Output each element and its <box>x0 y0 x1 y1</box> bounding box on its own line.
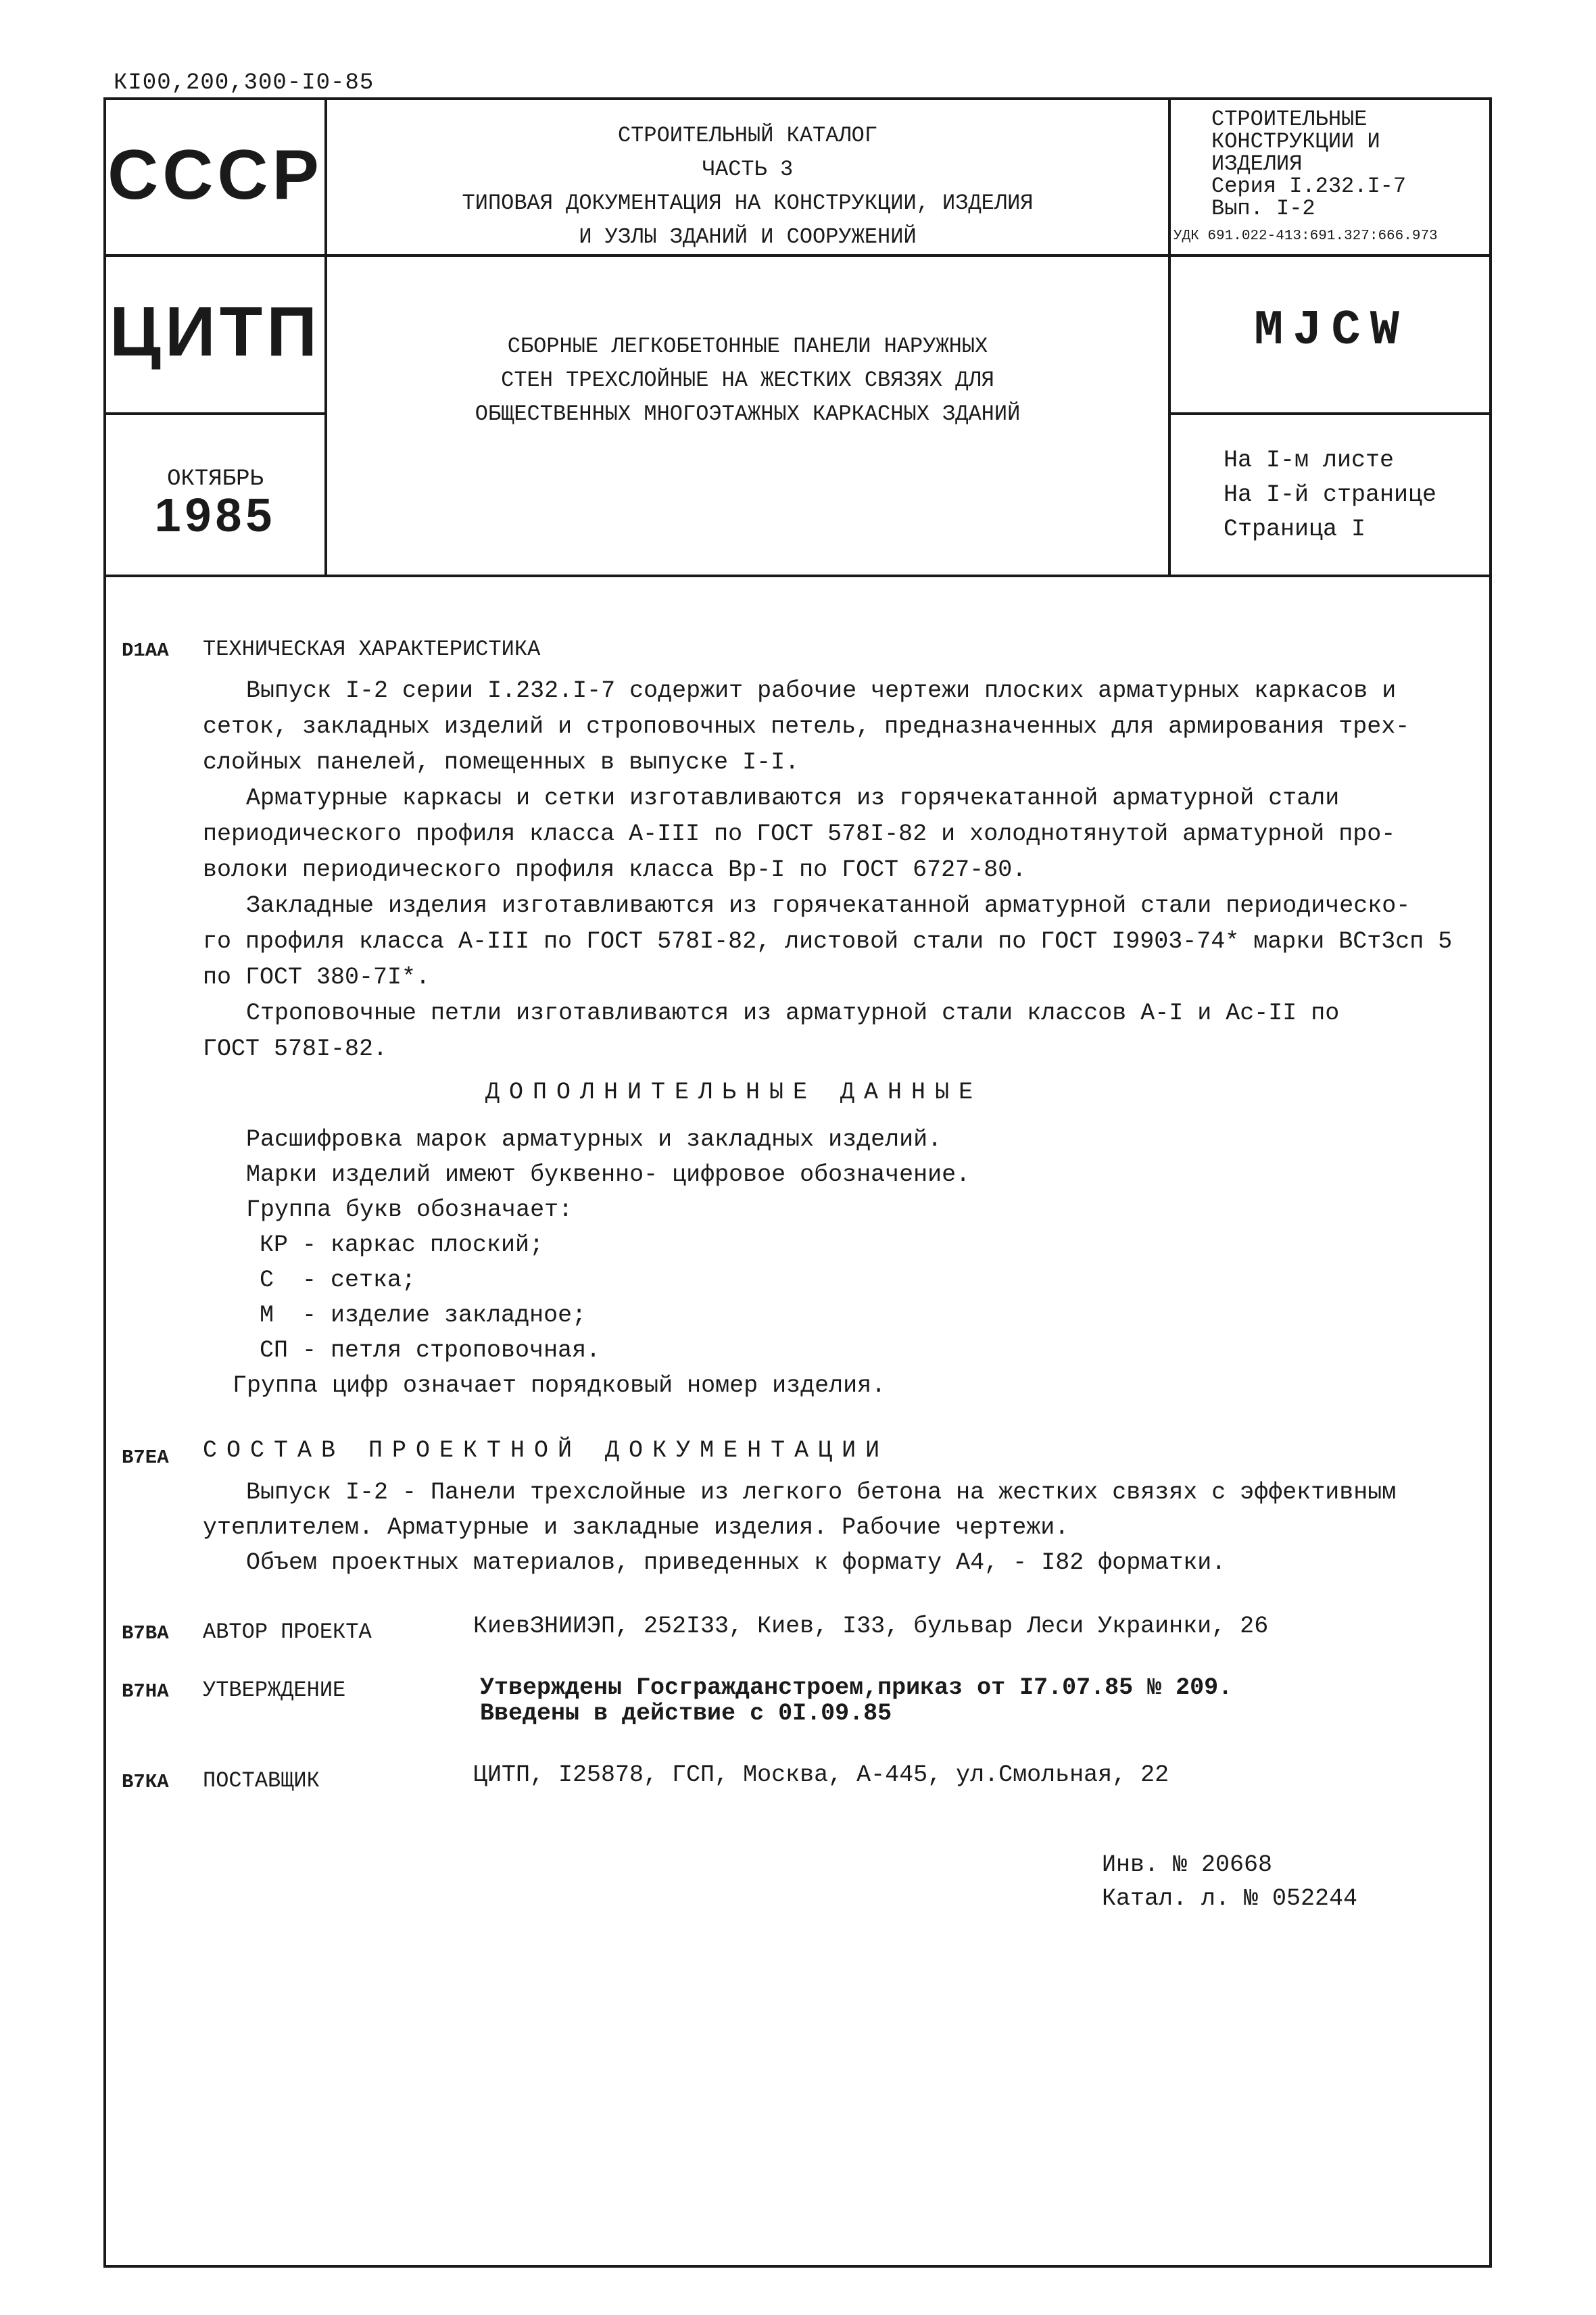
sheet-info <box>1224 443 1436 547</box>
legend-item: С - сетка; <box>260 1267 416 1294</box>
text-line: по ГОСТ 380-7I*. <box>203 964 431 991</box>
title-line: СТЕН ТРЕХСЛОЙНЫЕ НА ЖЕСТКИХ СВЯЗЯХ ДЛЯ <box>501 368 994 393</box>
product-title <box>327 330 1168 431</box>
series-line: СТРОИТЕЛЬНЫЕ <box>1211 107 1368 132</box>
legend-item: КР - каркас плоский; <box>260 1232 544 1259</box>
title-line: ОБЩЕСТВЕННЫХ МНОГОЭТАЖНЫХ КАРКАСНЫХ ЗДАНИЙ <box>475 401 1021 427</box>
approval-line: Утверждены Госгражданстроем,приказ от I7.07.85 № 209. <box>480 1674 1233 1701</box>
citp-label: ЦИТП <box>110 293 321 371</box>
approval-label: УТВЕРЖДЕНИЕ <box>203 1678 346 1703</box>
supplier-label: ПОСТАВЩИК <box>203 1768 320 1793</box>
catalog-line: ТИПОВАЯ ДОКУМЕНТАЦИЯ НА КОНСТРУКЦИИ, ИЗДЕЛИЯ <box>462 191 1034 216</box>
supplier-value: ЦИТП, I25878, ГСП, Москва, А-445, ул.Смольная, 22 <box>473 1761 1169 1788</box>
text-line: волоки периодического профиля класса Вр-I по ГОСТ 6727-80. <box>203 856 1027 883</box>
section-code: В7ЕА <box>122 1446 169 1469</box>
text-line: Выпуск I-2 - Панели трехслойные из легкого бетона на жестких связях с эффективным <box>246 1479 1397 1506</box>
legend-item: М - изделие закладное; <box>260 1302 587 1329</box>
additional-heading: ДОПОЛНИТЕЛЬНЫЕ ДАННЫЕ <box>485 1079 983 1106</box>
series-line: Серия I.232.I-7 <box>1211 174 1407 199</box>
udk-code: УДК 691.022-413:691.327:666.973 <box>1174 228 1438 244</box>
text-line: периодического профиля класса А-III по ГОСТ 578I-82 и холоднотянутой арматурной про- <box>203 821 1396 848</box>
section-code: В7НА <box>122 1680 169 1703</box>
series-line: Вып. I-2 <box>1211 196 1315 221</box>
header-rule-1 <box>103 254 1171 257</box>
approval-line: Введены в действие с 0I.09.85 <box>480 1700 892 1727</box>
series-line: КОНСТРУКЦИИ И <box>1211 129 1380 154</box>
footer-block <box>1102 1848 1357 1916</box>
catalog-sheet-number: Катал. л. № 052244 <box>1102 1885 1358 1912</box>
additional-body <box>233 1122 971 1403</box>
catalog-line: СТРОИТЕЛЬНЫЙ КАТАЛОГ <box>617 123 878 148</box>
text-line: Арматурные каркасы и сетки изготавливаются из горячекатанной арматурной стали <box>246 785 1340 812</box>
text-line: утеплителем. Арматурные и закладные изделия. Рабочие чертежи. <box>203 1514 1069 1541</box>
text-line: го профиля класса А-III по ГОСТ 578I-82, листовой стали по ГОСТ I9903-74* марки ВСт3сп 5 <box>203 928 1453 955</box>
text-line: Выпуск I-2 серии I.232.I-7 содержит рабочие чертежи плоских арматурных каркасов и <box>246 677 1397 704</box>
composition-heading: СОСТАВ ПРОЕКТНОЙ ДОКУМЕНТАЦИИ <box>203 1437 890 1464</box>
section-code: В7ВА <box>122 1622 169 1644</box>
text-line: слойных панелей, помещенных в выпуске I-I. <box>203 749 800 776</box>
text-line: Объем проектных материалов, приведенных к формату А4, - I82 форматки. <box>246 1549 1226 1576</box>
header-rule-2-left <box>103 412 327 415</box>
year-label: 1985 <box>154 489 276 541</box>
header-rule-1-right <box>1168 254 1492 257</box>
text-line: Группа цифр означает порядковый номер изделия. <box>233 1372 886 1399</box>
section-code: В7КА <box>122 1771 169 1793</box>
tech-body <box>203 673 1474 1067</box>
tech-heading: ТЕХНИЧЕСКАЯ ХАРАКТЕРИСТИКА <box>203 637 541 662</box>
author-value: КиевЗНИИЭП, 252I33, Киев, I33, бульвар Леси Украинки, 26 <box>473 1613 1269 1640</box>
sheet-line: Страница I <box>1224 516 1366 543</box>
section-code: D1AA <box>122 639 169 662</box>
text-line: сеток, закладных изделий и строповочных петель, предназначенных для армирования трех- <box>203 713 1410 740</box>
catalog-line: И УЗЛЫ ЗДАНИЙ И СООРУЖЕНИЙ <box>579 224 917 249</box>
month-label: ОКТЯБРЬ <box>167 466 264 492</box>
header-bottom-rule <box>103 575 1492 577</box>
series-line: ИЗДЕЛИЯ <box>1211 151 1303 176</box>
inventory-number: Инв. № 20668 <box>1102 1851 1273 1878</box>
ussr-label: СССР <box>107 136 323 214</box>
text-line: Закладные изделия изготавливаются из горячекатанной арматурной стали периодическо- <box>246 892 1411 919</box>
catalog-mark: MJCW <box>1254 303 1409 358</box>
text-line: Строповочные петли изготавливаются из арматурной стали классов А-I и Ас-II по <box>246 1000 1340 1027</box>
series-block <box>1211 108 1406 220</box>
header-rule-2-right <box>1168 412 1492 415</box>
text-line: Группа букв обозначает: <box>246 1196 573 1223</box>
text-line: Расшифровка марок арматурных и закладных изделий. <box>246 1126 942 1153</box>
text-line: ГОСТ 578I-82. <box>203 1035 388 1063</box>
composition-body <box>203 1475 1474 1580</box>
text-line: Марки изделий имеют буквенно- цифровое обозначение. <box>246 1161 971 1188</box>
catalog-line: ЧАСТЬ 3 <box>702 157 794 182</box>
sheet-line: На I-й странице <box>1224 481 1437 508</box>
legend-item: СП - петля строповочная. <box>260 1337 601 1364</box>
sheet-line: На I-м листе <box>1224 447 1395 474</box>
catalog-block <box>327 119 1168 254</box>
approval-value <box>480 1675 1232 1726</box>
document-code: КI00,200,300-I0-85 <box>114 70 374 96</box>
author-label: АВТОР ПРОЕКТА <box>203 1619 372 1644</box>
title-line: СБОРНЫЕ ЛЕГКОБЕТОННЫЕ ПАНЕЛИ НАРУЖНЫХ <box>507 334 988 359</box>
